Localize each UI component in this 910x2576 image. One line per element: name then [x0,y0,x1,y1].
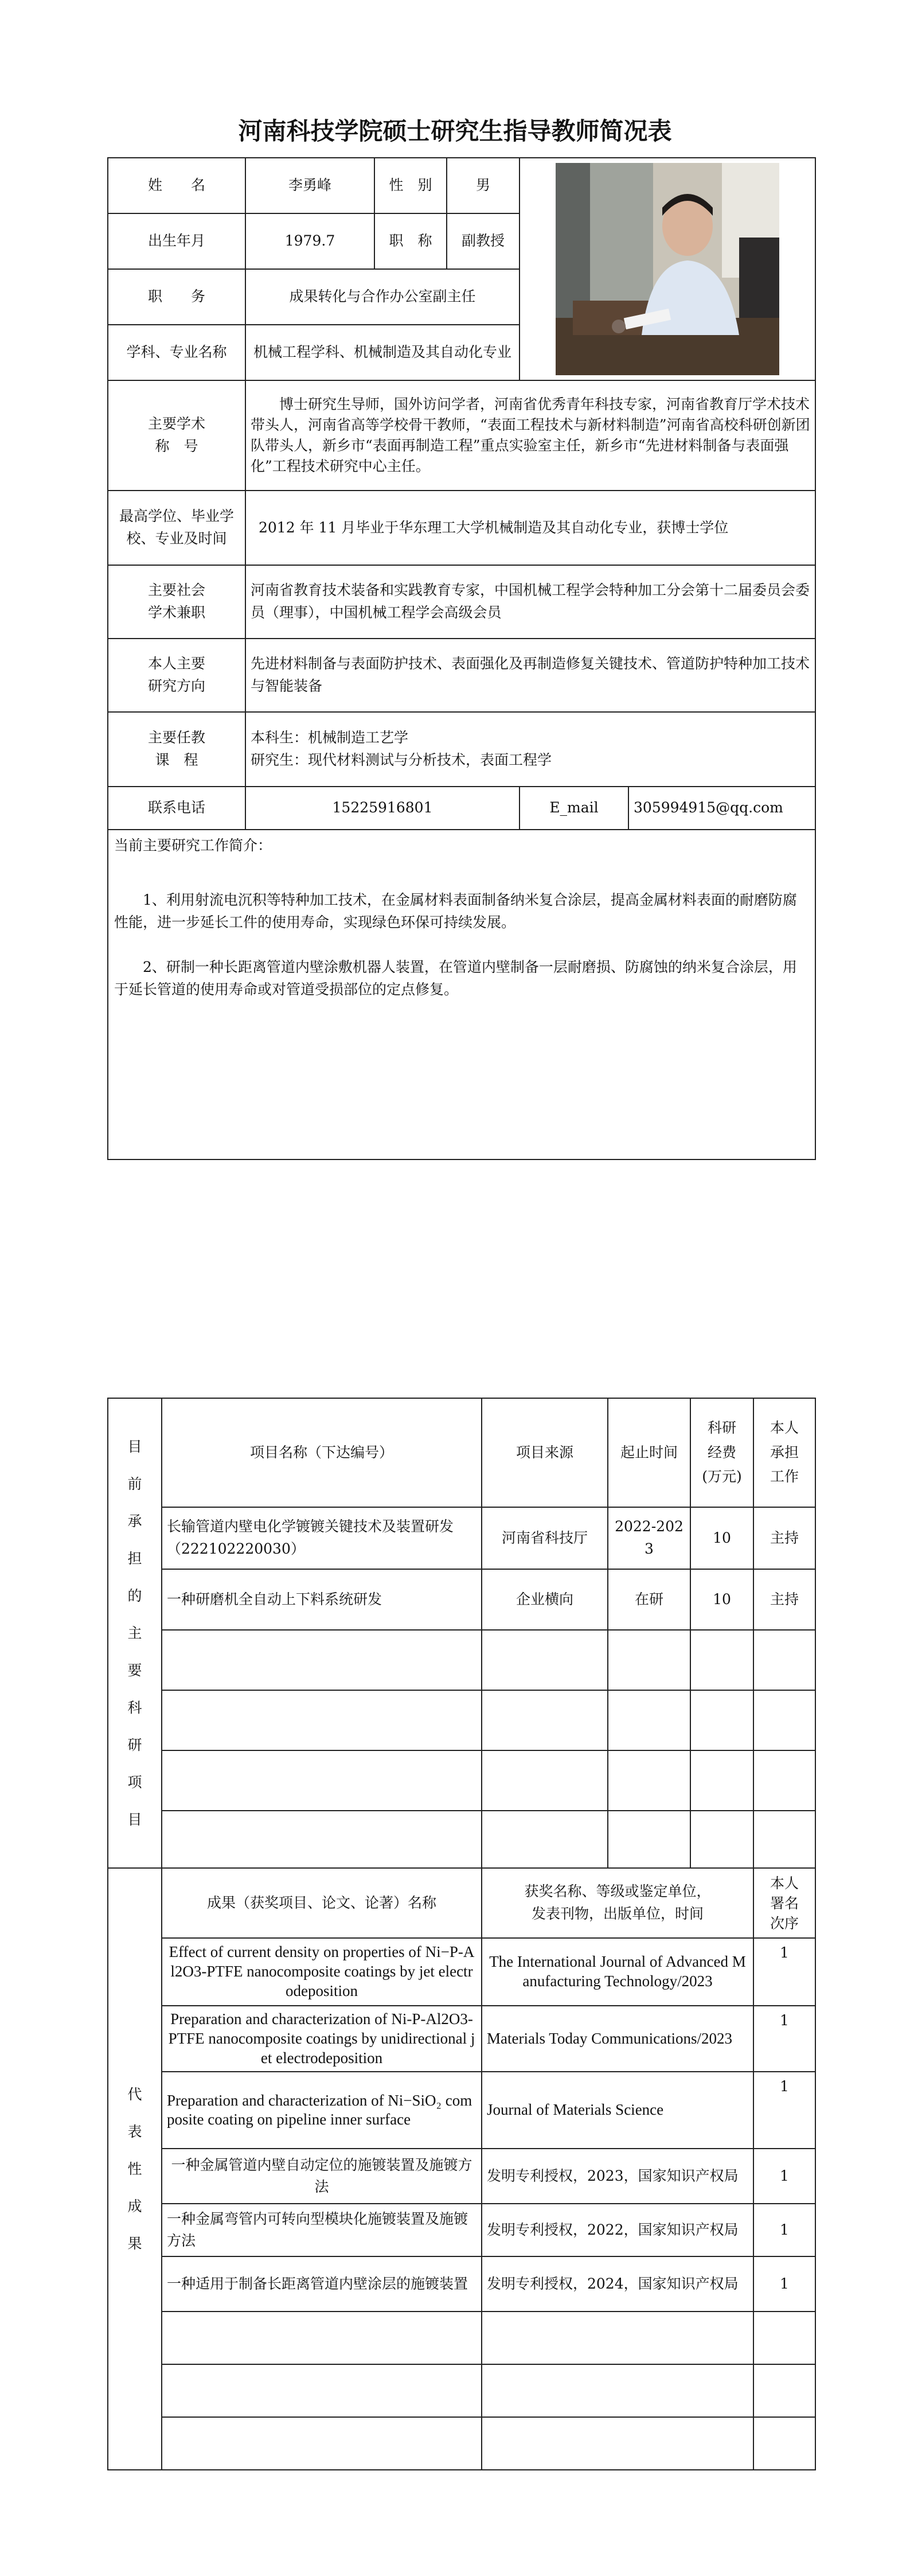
projects-label-char: 研 [127,1737,142,1753]
achievements-label-char: 代 [127,2086,142,2103]
table-row-empty [108,2312,815,2364]
role-header-line3: 工作 [770,1468,799,1485]
projects-header-role [753,1398,815,1507]
project-time: 2022-2023 [608,1507,690,1569]
research-label [108,639,245,712]
role-header-line2: 承担 [770,1443,799,1461]
project-time: 在研 [608,1569,690,1630]
projects-section-label [108,1398,162,1868]
achievement-name: Preparation and characterization of Ni-P-Al2O3-PTFE nanocomposite coatings by unidirectional jet electrodeposition [162,2006,482,2072]
degree-label-line2: 校、专业及时间 [126,530,227,547]
project-funding: 10 [690,1507,753,1569]
projects-label-char: 目 [127,1438,142,1455]
achievements-header-name: 成果（获奖项目、论文、论著）名称 [162,1868,482,1938]
projects-label-char: 前 [127,1476,142,1492]
achievement-name: 一种金属管道内壁自动定位的施镀装置及施镀方法 [162,2149,482,2204]
venue-header-line1: 获奖名称、等级或鉴定单位， [524,1883,711,1900]
table-row [108,1569,815,1630]
achievements-label-char: 性 [127,2161,142,2178]
table-row [108,2072,815,2149]
projects-label-char: 要 [127,1662,142,1679]
achievement-name: 一种金属弯管内可转向型模块化施镀装置及施镀方法 [162,2204,482,2256]
project-name: 长输管道内壁电化学镀镀关键技术及装置研发（222102220030） [162,1507,482,1569]
table-row [108,1507,815,1569]
courses-label-line1: 主要任教 [147,729,205,746]
achievements-header-rank [753,1868,815,1938]
achievement-rank: 1 [753,2256,815,2312]
degree-value: 2012 年 11 月毕业于华东理工大学机械制造及其自动化专业，获博士学位 [245,491,815,565]
current-work-label: 当前主要研究工作简介： [114,837,272,854]
courses-value [245,712,815,787]
social-value: 河南省教育技术装备和实践教育专家，中国机械工程学会特种加工分会第十二届委员会委员（理事），中国机械工程学会高级会员 [245,565,815,639]
table-row [108,2204,815,2256]
discipline-label: 学科、专业名称 [108,325,245,380]
achievements-label-char: 成 [127,2198,142,2215]
page-title: 河南科技学院硕士研究生指导教师简况表 [238,117,672,145]
portrait-photo [556,163,779,375]
projects-label-char: 的 [127,1587,142,1604]
funding-header-line1: 科研 [707,1419,736,1437]
project-role: 主持 [753,1569,815,1630]
gender-value: 男 [447,158,520,213]
achievement-venue: The International Journal of Advanced Manufacturing Technology/2023 [482,1938,753,2006]
birth-label: 出生年月 [108,213,245,269]
projects-label-char: 担 [127,1550,142,1567]
table-row [108,2149,815,2204]
degree-label-line1: 最高学位、毕业学 [119,508,234,525]
current-work-item: 2、研制一种长距离管道内壁涂敷机器人装置，在管道内壁制备一层耐磨损、防腐蚀的纳米复合涂层，用于延长管道的使用寿命或对管道受损部位的定点修复。 [114,959,797,998]
course-undergrad: 本科生：机械制造工艺学 [251,729,409,746]
course-grad: 研究生：现代材料测试与分析技术，表面工程学 [251,752,552,768]
achievements-section-label [108,1868,162,2470]
table-row-empty [108,1690,815,1750]
profile-table [107,157,816,1160]
funding-header-line3: (万元) [702,1468,742,1485]
table-row-empty [108,1750,815,1811]
phone-label: 联系电话 [108,787,245,830]
rank-header-line3: 次序 [770,1915,799,1932]
achievement-rank: 1 [753,2204,815,2256]
position-value: 成果转化与合作办公室副主任 [245,269,520,325]
honors-label-line2: 称 号 [155,438,198,454]
rank-header-line2: 署名 [770,1894,799,1912]
achievements-label-char: 果 [127,2235,142,2252]
table-row-empty [108,1811,815,1868]
projects-header-source: 项目来源 [482,1398,608,1507]
degree-label [108,491,245,565]
achievement-rank: 1 [753,2149,815,2204]
current-work-item: 1、利用射流电沉积等特种加工技术，在金属材料表面制备纳米复合涂层，提高金属材料表面的耐磨防腐性能，进一步延长工件的使用寿命，实现绿色环保可持续发展。 [114,891,797,931]
social-label [108,565,245,639]
table-row-empty [108,2417,815,2470]
achievement-rank: 1 [753,1938,815,2006]
photo-cell [520,158,815,380]
honors-text: 博士研究生导师，国外访问学者，河南省优秀青年科技专家，河南省教育厅学术技术带头人，河南省高等学校骨干教师，“表面工程技术与新材料制造”河南省高校科研创新团队带头人，新乡市“表面再制造工程”重点实验室主任，新乡市“先进材料制备与表面强化”工程技术研究中心主任。 [251,395,810,475]
projects-label-char: 科 [127,1699,142,1716]
achievement-venue: Journal of Materials Science [482,2072,753,2149]
achievement-rank: 1 [753,2006,815,2072]
funding-header-line2: 经费 [707,1443,736,1461]
projects-label-char: 目 [127,1811,142,1828]
achievement-venue: 发明专利授权，2022，国家知识产权局 [482,2204,753,2256]
table-row [108,2006,815,2072]
achievement-venue: 发明专利授权，2024，国家知识产权局 [482,2256,753,2312]
projects-label-char: 承 [127,1513,142,1530]
courses-label-line2: 课 程 [155,752,198,768]
achievement-name: 一种适用于制备长距离管道内壁涂层的施镀装置 [162,2256,482,2312]
email-value: 305994915@qq.com [628,787,815,830]
table-row [108,1938,815,2006]
achievement-name: Effect of current density on properties of Ni−P-Al2O3-PTFE nanocomposite coatings by jet electrodeposition [162,1938,482,2006]
title-value: 副教授 [447,213,520,269]
projects-header-funding [690,1398,753,1507]
projects-achievements-table [107,1398,816,2470]
achievement-venue: Materials Today Communications/2023 [482,2006,753,2072]
title-label: 职 称 [374,213,447,269]
table-row-empty [108,1630,815,1690]
birth-value: 1979.7 [245,213,374,269]
venue-header-line2: 发表刊物，出版单位，时间 [531,1905,704,1922]
rank-header-line1: 本人 [770,1874,799,1892]
honors-value [245,380,815,491]
current-work-cell [108,830,815,1159]
social-label-line1: 主要社会 [147,582,205,599]
research-label-line2: 研究方向 [147,678,205,694]
projects-label-char: 项 [127,1774,142,1791]
project-name: 一种研磨机全自动上下料系统研发 [162,1569,482,1630]
achievements-label-char: 表 [127,2123,142,2141]
honors-label-line1: 主要学术 [147,415,205,433]
achievement-name: Preparation and characterization of Ni−SiO₂ composite coating on pipeline inner surface [162,2072,482,2149]
courses-label [108,712,245,787]
project-source: 河南省科技厅 [482,1507,608,1569]
research-label-line1: 本人主要 [147,655,205,672]
table-row-empty [108,2364,815,2417]
projects-header-name: 项目名称（下达编号） [162,1398,482,1507]
project-source: 企业横向 [482,1569,608,1630]
name-label: 姓 名 [108,158,245,213]
projects-header-time: 起止时间 [608,1398,690,1507]
social-label-line2: 学术兼职 [147,604,205,621]
email-label: E_mail [520,787,628,830]
phone-value: 15225916801 [245,787,520,830]
project-funding: 10 [690,1569,753,1630]
research-value: 先进材料制备与表面防护技术、表面强化及再制造修复关键技术、管道防护特种加工技术与智能装备 [245,639,815,712]
position-label: 职 务 [108,269,245,325]
achievement-venue: 发明专利授权，2023，国家知识产权局 [482,2149,753,2204]
discipline-value: 机械工程学科、机械制造及其自动化专业 [245,325,520,380]
achievement-rank: 1 [753,2072,815,2149]
project-role: 主持 [753,1507,815,1569]
name-value: 李勇峰 [245,158,374,213]
table-row [108,2256,815,2312]
role-header-line1: 本人 [770,1419,799,1437]
gender-label: 性 别 [374,158,447,213]
projects-label-char: 主 [127,1625,142,1641]
honors-label [108,380,245,491]
achievements-header-venue [482,1868,753,1938]
